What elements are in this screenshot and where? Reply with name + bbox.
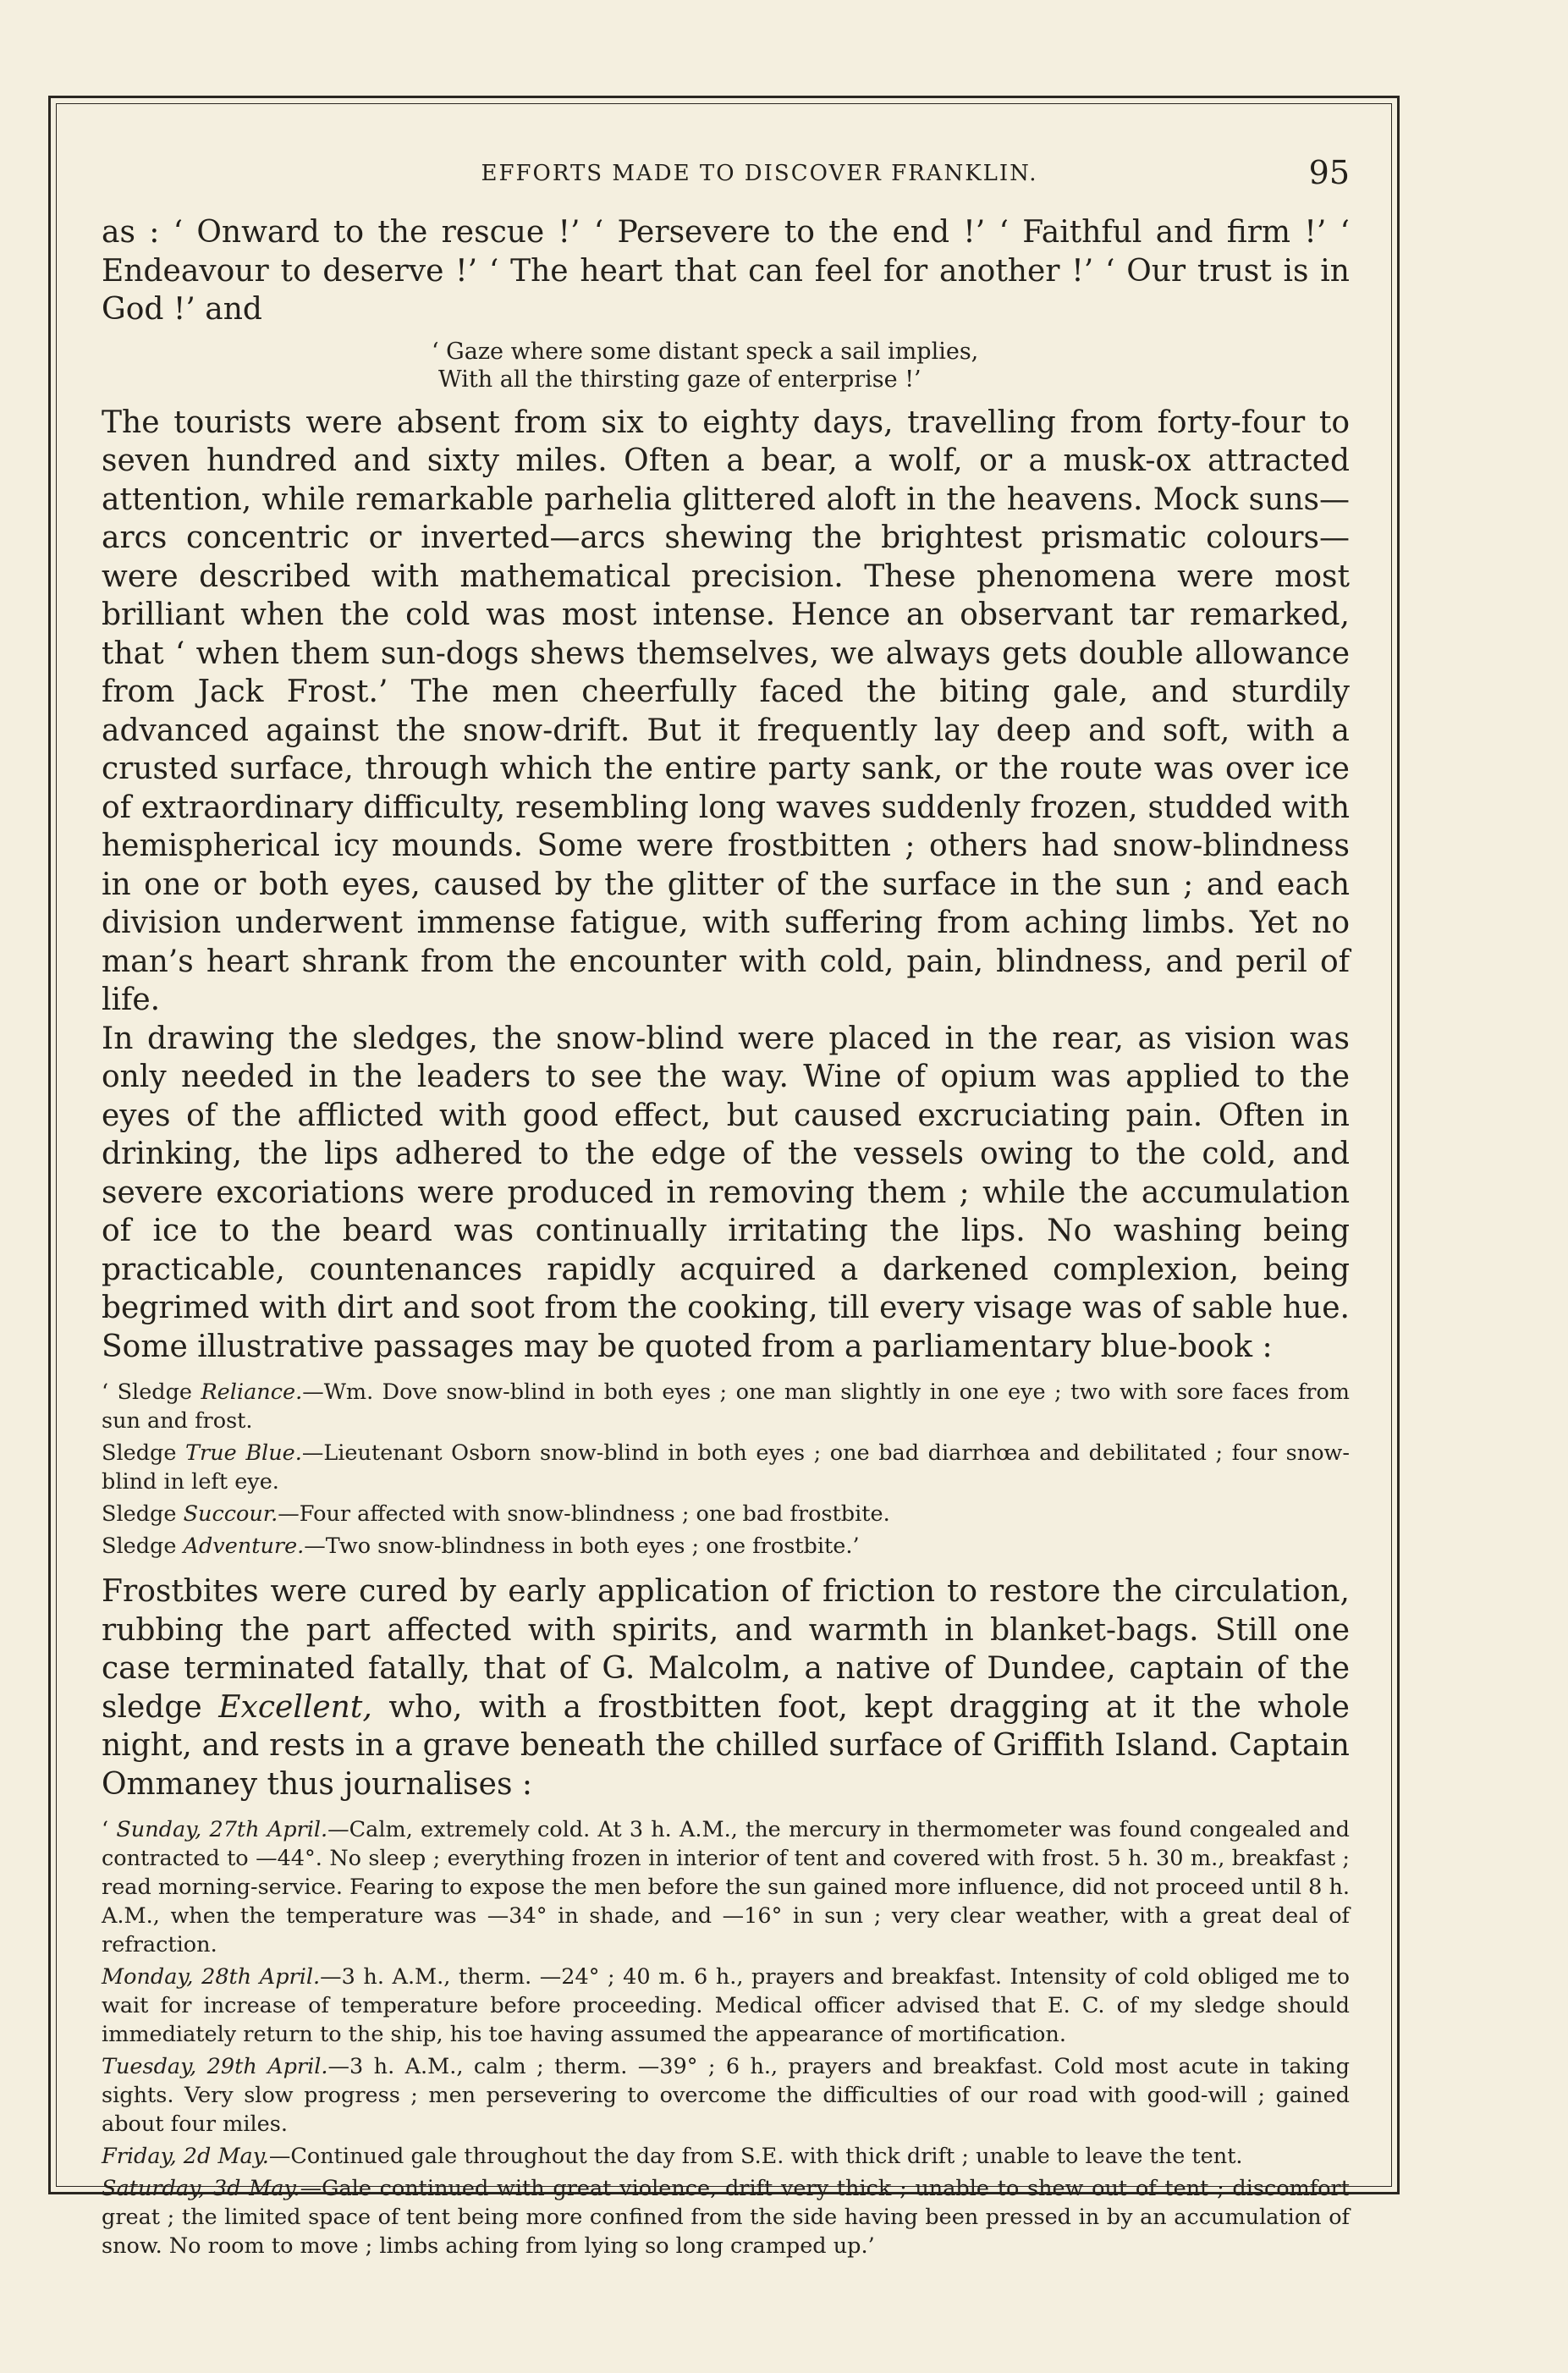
journal-entry bbox=[102, 2142, 1350, 2171]
journal-date: Monday, 28th April. bbox=[102, 1964, 321, 1990]
sledge-name: Reliance. bbox=[201, 1379, 303, 1405]
sledge-name: Adventure. bbox=[183, 1533, 305, 1559]
ship-name: Excellent, bbox=[218, 1689, 372, 1725]
journal-quote bbox=[102, 1815, 1350, 2260]
verse-quote bbox=[102, 338, 1350, 394]
sledge-entry bbox=[102, 1500, 1350, 1528]
journal-entry bbox=[102, 1815, 1350, 1959]
entry-text: —3 h. A.M., calm ; therm. —39° ; 6 h., prayers and breakfast. Cold most acute in taking sights. Very slow progress ; men persevering to overcome the difficulties of our road with good-will ; gained about four miles. bbox=[102, 2054, 1350, 2137]
text-segment: who, with a frostbitten foot, kept dragging at it the whole night, and rests in a grave beneath the chilled surface of Griffith Island. Captain Ommaney thus journalises : bbox=[102, 1689, 1350, 1802]
entry-text: —Calm, extremely cold. At 3 h. A.M., the mercury in thermometer was found congealed and contracted to —44°. No sleep ; everything frozen in interior of tent and covered with frost. 5 h. 30 m., breakfast ; read morning-service. Fearing to expose the men before the sun gained more influence, did not proceed until 8 h. A.M., when the temperature was —34° in shade, and —16° in sun ; very clear weather, with a great deal of refraction. bbox=[102, 1817, 1350, 1957]
journal-entry bbox=[102, 2174, 1350, 2260]
entry-text: —Gale continued with great violence, drift very thick ; unable to shew out of tent ; discomfort great ; the limited space of tent being more confined from the side having been pressed in by an accumulation of snow. No room to move ; limbs aching from lying so long cramped up.’ bbox=[102, 2176, 1350, 2259]
running-title: EFFORTS MADE TO DISCOVER FRANKLIN. bbox=[481, 161, 1038, 186]
verse-line-2: With all the thirsting gaze of enterprise !’ bbox=[438, 366, 922, 393]
entry-text: —Two snow-blindness in both eyes ; one frostbite.’ bbox=[304, 1533, 860, 1559]
entry-prefix: Sledge bbox=[102, 1501, 184, 1527]
entry-text: —Lieutenant Osborn snow-blind in both eyes ; one bad diarrhœa and debilitated ; four snow-blind in left eye. bbox=[102, 1440, 1350, 1495]
journal-date: Tuesday, 29th April. bbox=[102, 2054, 328, 2079]
journal-entry bbox=[102, 1963, 1350, 2049]
journal-date: Sunday, 27th April. bbox=[116, 1817, 328, 1842]
verse-line-1: ‘ Gaze where some distant speck a sail implies, bbox=[432, 338, 979, 365]
entry-prefix: Sledge bbox=[102, 1440, 186, 1466]
entry-text: —Four affected with snow-blindness ; one bad frostbite. bbox=[278, 1501, 890, 1527]
journal-date: Saturday, 3d May. bbox=[102, 2176, 300, 2201]
paragraph-mottoes: as : ‘ Onward to the rescue !’ ‘ Persevere to the end !’ ‘ Faithful and firm !’ ‘ Endeavour to deserve !’ ‘ The heart that can feel for another !’ ‘ Our trust is in God !’ and bbox=[102, 215, 1350, 327]
entry-prefix: Sledge bbox=[102, 1533, 184, 1559]
entry-text: —Wm. Dove snow-blind in both eyes ; one man slightly in one eye ; two with sore faces from sun and frost. bbox=[102, 1379, 1350, 1434]
sledge-entry bbox=[102, 1439, 1350, 1496]
paragraph-frostbites bbox=[102, 1572, 1350, 1803]
sledge-entry bbox=[102, 1532, 1350, 1561]
page-header bbox=[102, 154, 1350, 195]
journal-date: Friday, 2d May. bbox=[102, 2144, 269, 2169]
text-segment: Frostbites were cured by early application of friction to restore the circulation, rubbing the part affected with spirits, and warmth in blanket-bags. Still one case terminated fatally, that of G. Malcolm, a native of Dundee, captain of the sledge bbox=[102, 1574, 1350, 1725]
sledge-report-quote bbox=[102, 1378, 1350, 1561]
journal-entry bbox=[102, 2052, 1350, 2139]
entry-prefix: ‘ bbox=[102, 1817, 117, 1842]
entry-prefix: ‘ Sledge bbox=[102, 1379, 201, 1405]
sledge-entry bbox=[102, 1378, 1350, 1435]
paragraph-sledges: In drawing the sledges, the snow-blind were placed in the rear, as vision was only needed in the leaders to see the way. Wine of opium was applied to the eyes of the afflicted with good effect, but caused excruciating pain. Often in drinking, the lips adhered to the edge of the vessels owing to the cold, and severe excoriations were produced in removing them ; while the accumulation of ice to the beard was continually irritating the lips. No washing being practicable, countenances rapidly acquired a darkened complexion, being begrimed with dirt and soot from the cooking, till every visage was of sable hue. Some illustrative passages may be quoted from a parliamentary blue-book : bbox=[102, 1021, 1350, 1364]
entry-text: —Continued gale throughout the day from S.E. with thick drift ; unable to leave the tent. bbox=[268, 2144, 1243, 2169]
entry-text: —3 h. A.M., therm. —24° ; 40 m. 6 h., prayers and breakfast. Intensity of cold obliged me to wait for increase of temperature before proceeding. Medical officer advised that E. C. of my sledge should immediately return to the ship, his toe having assumed the appearance of mortification. bbox=[102, 1964, 1350, 2047]
paragraph-tourists: The tourists were absent from six to eighty days, travelling from forty-four to seven hundred and sixty miles. Often a bear, a wolf, or a musk-ox attracted attention, while remarkable parhelia glittered aloft in the heavens. Mock suns—arcs concentric or inverted—arcs shewing the brightest prismatic colours—were described with mathematical precision. These phenomena were most brilliant when the cold was most intense. Hence an observant tar remarked, that ‘ when them sun-dogs shews themselves, we always gets double allowance from Jack Frost.’ The men cheerfully faced the biting gale, and sturdily advanced against the snow-drift. But it frequently lay deep and soft, with a crusted surface, through which the entire party sank, or the route was over ice of extraordinary difficulty, resembling long waves suddenly frozen, studded with hemispherical icy mounds. Some were frostbitten ; others had snow-blindness in one or both eyes, caused by the glitter of the surface in the sun ; and each division underwent immense fatigue, with suffering from aching limbs. Yet no man’s heart shrank from the encounter with cold, pain, blindness, and peril of life. bbox=[102, 405, 1350, 1017]
sledge-name: True Blue. bbox=[185, 1440, 302, 1466]
page-body bbox=[102, 213, 1350, 2272]
page-number: 95 bbox=[1308, 154, 1350, 191]
sledge-name: Succour. bbox=[183, 1501, 278, 1527]
